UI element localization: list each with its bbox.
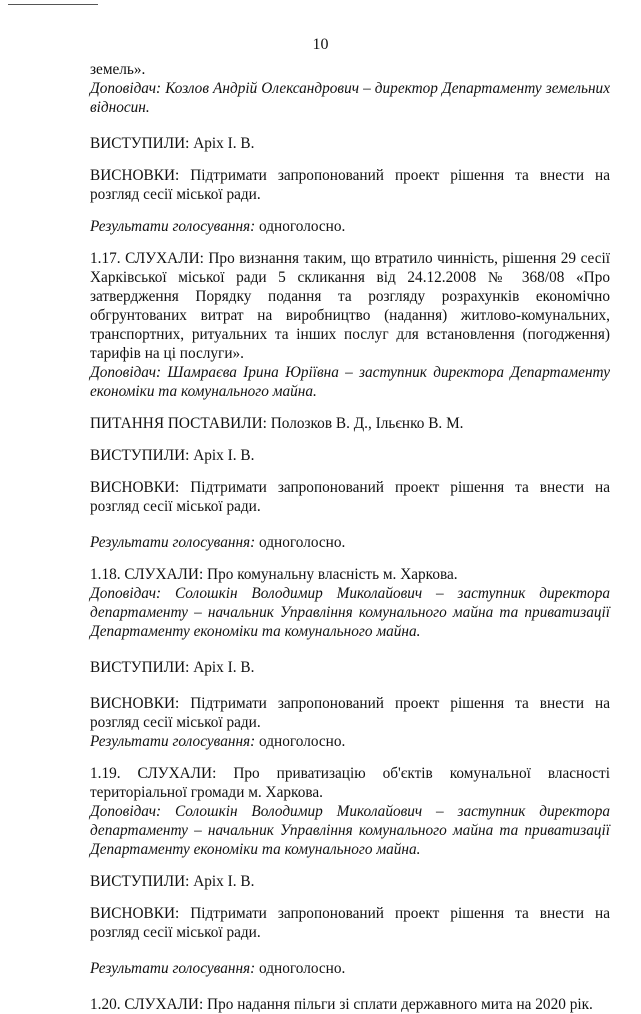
voting-value: одноголосно.	[255, 960, 346, 977]
conclusions-line: ВИСНОВКИ: Підтримати запропонований проект рішення та внести на розгляд сесії міської ради.	[90, 167, 610, 203]
voting-results	[90, 959, 610, 978]
agenda-item-1-20: 1.20. СЛУХАЛИ: Про надання пільги зі сплати державного мита на 2020 рік.	[90, 996, 593, 1013]
paragraph-continuation: земель».	[90, 61, 146, 78]
top-rule	[8, 4, 98, 5]
voting-label: Результати голосування:	[90, 960, 256, 977]
voting-label: Результати голосування:	[90, 218, 256, 235]
reporter-line: Доповідач: Козлов Андрій Олександрович – директор Департаменту земельних відносин.	[90, 80, 610, 116]
speakers-line: ВИСТУПИЛИ: Аріх І. В.	[90, 135, 255, 152]
voting-value: одноголосно.	[255, 534, 346, 551]
conclusions-line: ВИСНОВКИ: Підтримати запропонований проект рішення та внести на розгляд сесії міської ради.	[90, 695, 610, 731]
voting-results	[90, 533, 610, 552]
conclusions-line: ВИСНОВКИ: Підтримати запропонований проект рішення та внести на розгляд сесії міської ради.	[90, 479, 610, 515]
voting-label: Результати голосування:	[90, 534, 256, 551]
agenda-item-1-19: 1.19. СЛУХАЛИ: Про приватизацію об'єктів комунальної власності територіальної громади м. Харкова.	[90, 765, 610, 801]
speakers-line: ВИСТУПИЛИ: Аріх І. В.	[90, 447, 255, 464]
voting-results	[90, 732, 610, 751]
speakers-line: ВИСТУПИЛИ: Аріх І. В.	[90, 873, 255, 890]
agenda-item-1-18: 1.18. СЛУХАЛИ: Про комунальну власність м. Харкова.	[90, 566, 458, 583]
reporter-line: Доповідач: Шамраєва Ірина Юріївна – заступник директора Департаменту економіки та комунального майна.	[90, 364, 610, 400]
reporter-line: Доповідач: Солошкін Володимир Миколайович – заступник директора департаменту – начальник Управління комунального майна та приватизації Департаменту економіки та комунального майна.	[90, 803, 610, 858]
voting-results	[90, 217, 610, 236]
questions-line: ПИТАННЯ ПОСТАВИЛИ: Полозков В. Д., Ільєнко В. М.	[90, 415, 464, 432]
conclusions-line: ВИСНОВКИ: Підтримати запропонований проект рішення та внести на розгляд сесії міської ради.	[90, 905, 610, 941]
reporter-line: Доповідач: Солошкін Володимир Миколайович – заступник директора департаменту – начальник Управління комунального майна та приватизації Департаменту економіки та комунального майна.	[90, 585, 610, 640]
voting-label: Результати голосування:	[90, 733, 256, 750]
page-number: 10	[312, 36, 329, 53]
speakers-line: ВИСТУПИЛИ: Аріх І. В.	[90, 659, 255, 676]
agenda-item-1-17: 1.17. СЛУХАЛИ: Про визнання таким, що втратило чинність, рішення 29 сесії Харківської міської ради 5 скликання від 24.12.2008 № 368/08 «Про затвердження Порядку подання та розгляду розрахунків економічно обгрунтованих витрат на виробництво (надання) житлово-комунальних, транспортних, ритуальних та інших послуг для встановлення (погодження) тарифів на ці послуги».	[90, 250, 610, 362]
voting-value: одноголосно.	[255, 218, 346, 235]
voting-value: одноголосно.	[255, 733, 346, 750]
document-body	[90, 60, 610, 1014]
